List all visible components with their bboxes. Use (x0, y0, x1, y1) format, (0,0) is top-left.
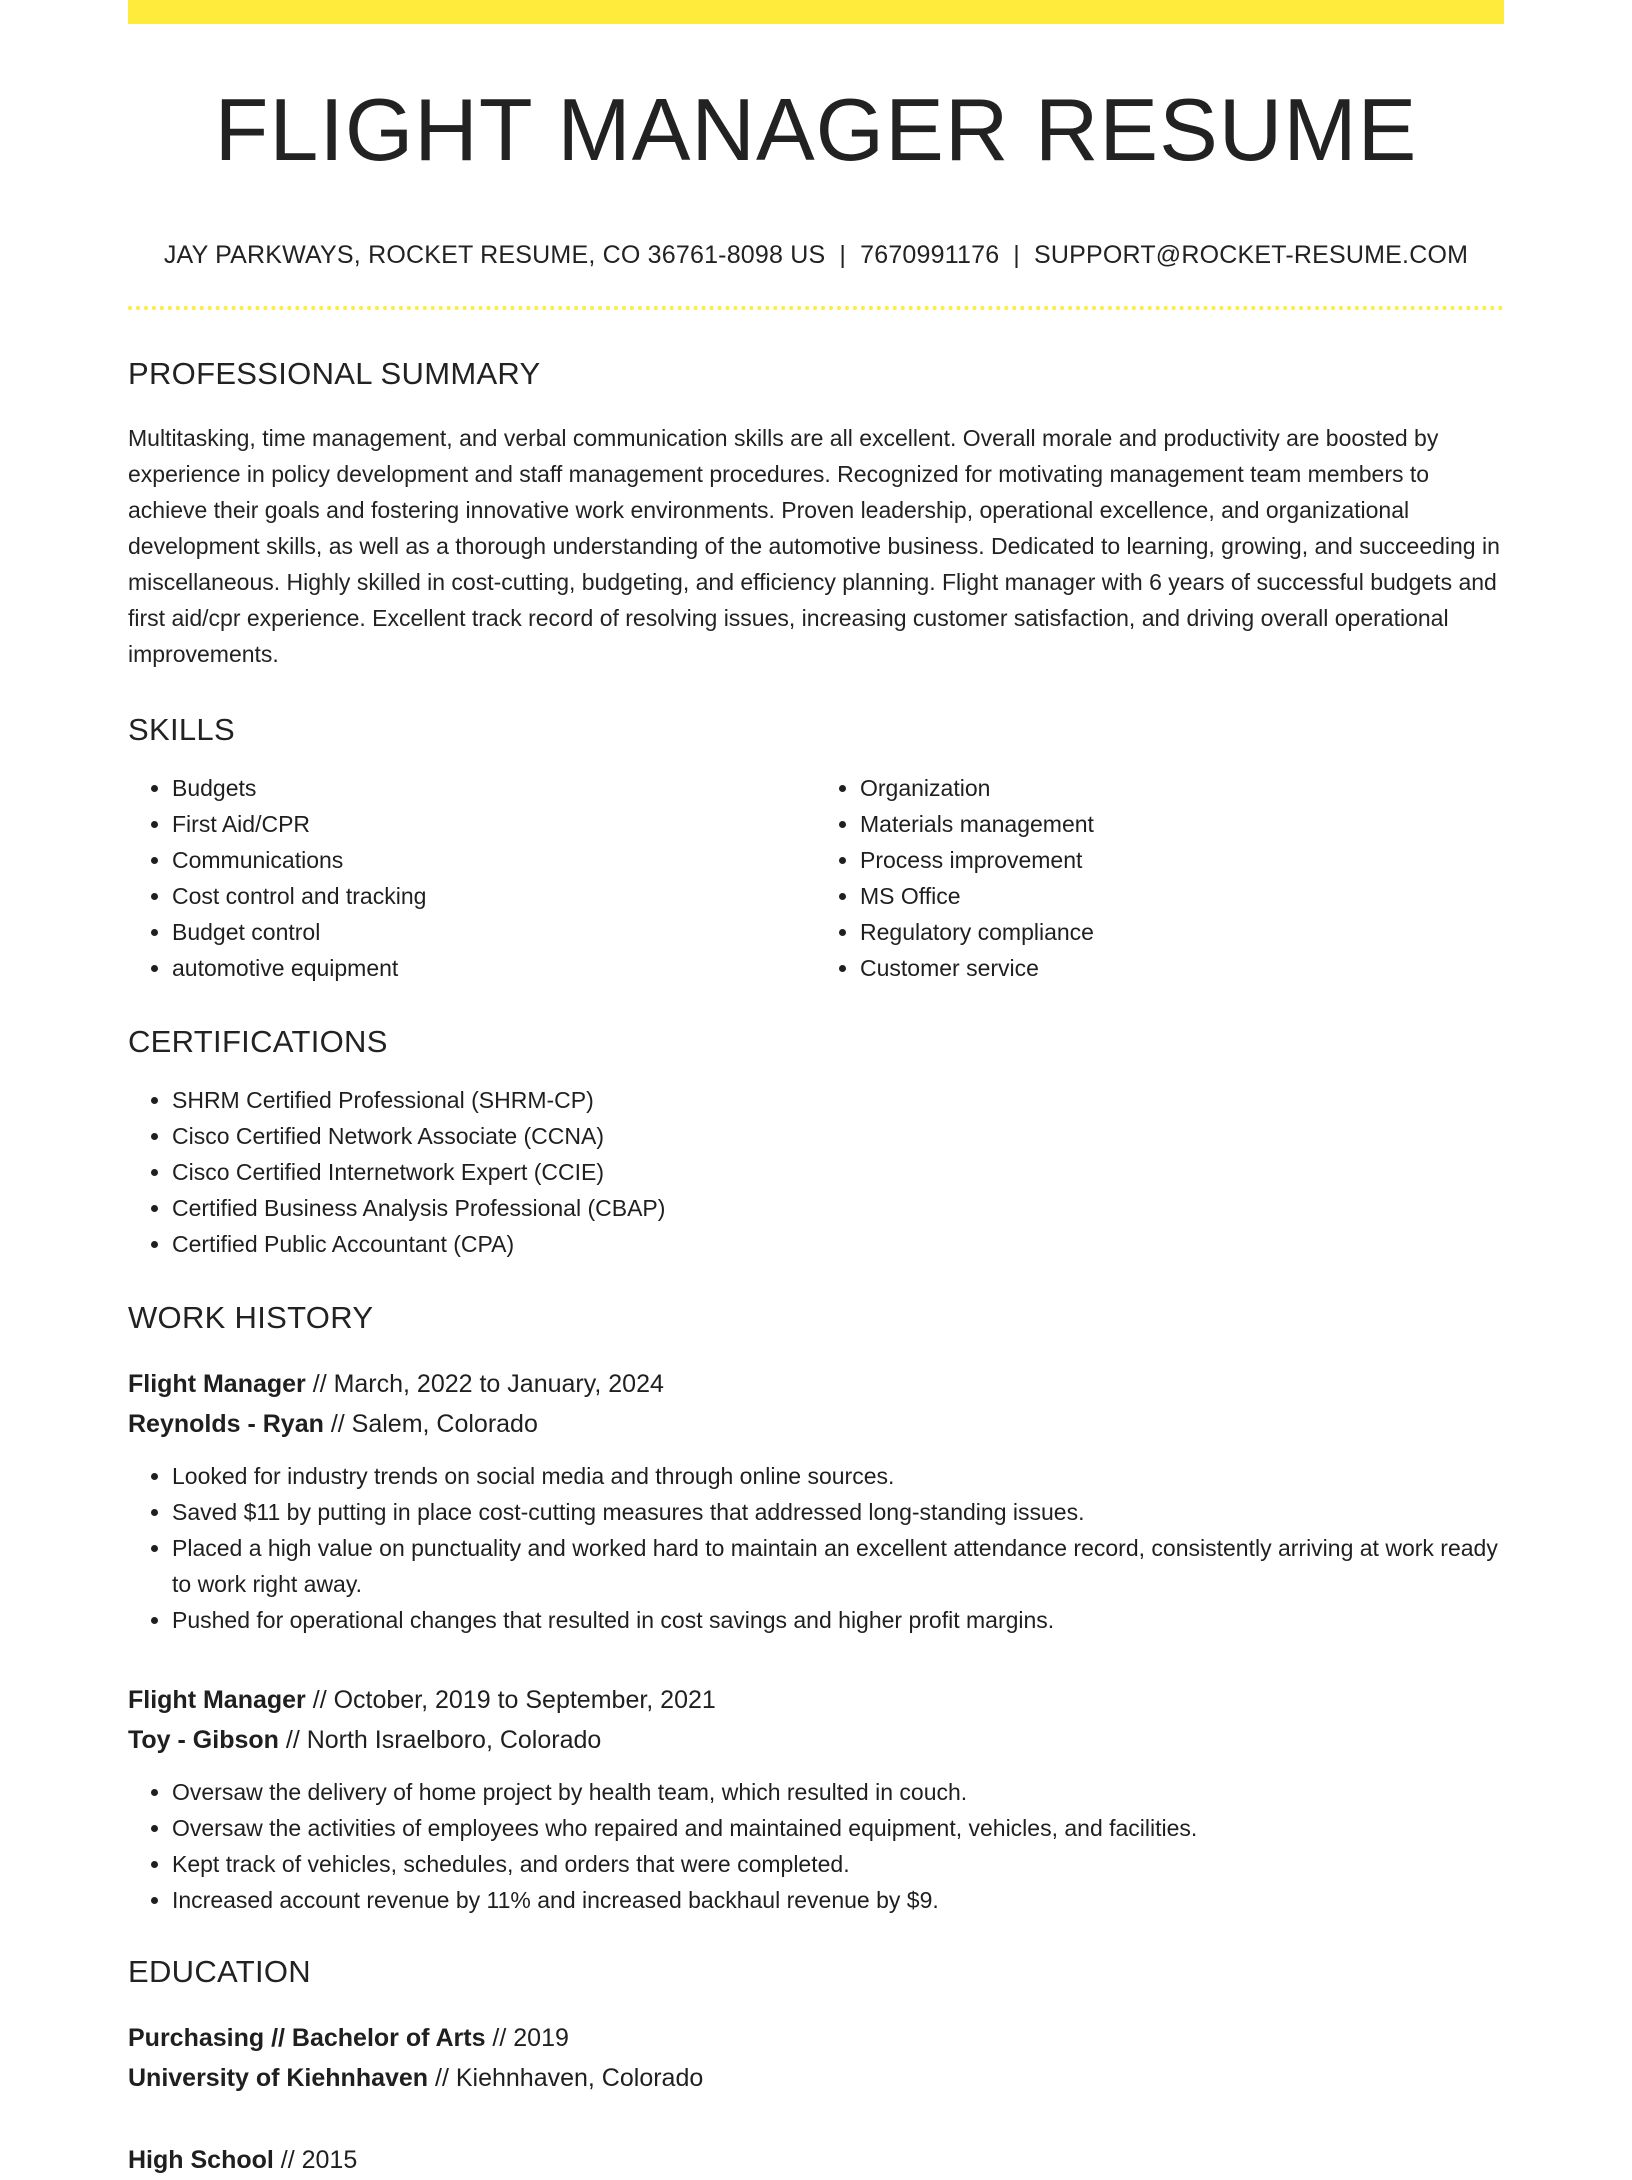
skill-item: • MS Office (860, 878, 1504, 914)
skill-item: • Cost control and tracking (172, 878, 816, 914)
job-bullet: • Kept track of vehicles, schedules, and orders that were completed. (172, 1846, 1504, 1882)
dotted-divider (128, 306, 1504, 310)
contact-separator: | (1013, 240, 1020, 269)
work-history-heading: WORK HISTORY (128, 1299, 374, 1335)
job-bullet: • Oversaw the delivery of home project by health team, which resulted in couch. (172, 1774, 1504, 1810)
summary-heading: PROFESSIONAL SUMMARY (128, 355, 541, 391)
job-entry (128, 1364, 1504, 1638)
job-bullets (128, 1774, 1504, 1918)
skill-item: • Customer service (860, 950, 1504, 986)
job-title-line (128, 1680, 1504, 1720)
skills-left-column (128, 770, 816, 986)
job-bullet: • Looked for industry trends on social media and through online sources. (172, 1458, 1504, 1494)
certification-item: • Certified Public Accountant (CPA) (172, 1226, 1504, 1262)
education-degree-line (128, 2140, 1504, 2180)
skill-item: • automotive equipment (172, 950, 816, 986)
skill-item: • First Aid/CPR (172, 806, 816, 842)
certification-item: • Cisco Certified Network Associate (CCNA) (172, 1118, 1504, 1154)
job-dates: // October, 2019 to September, 2021 (305, 1685, 716, 1714)
certification-item: • Cisco Certified Internetwork Expert (CCIE) (172, 1154, 1504, 1190)
job-bullet: • Placed a high value on punctuality and worked hard to maintain an excellent attendance record, consistently arriving at work ready to work right away. (172, 1530, 1504, 1602)
certification-item: • SHRM Certified Professional (SHRM-CP) (172, 1082, 1504, 1118)
education-school: University of Kiehnhaven (128, 2063, 429, 2092)
skills-list (128, 770, 1504, 986)
skills-right-column (816, 770, 1504, 986)
education-degree: Purchasing // Bachelor of Arts (128, 2023, 486, 2052)
job-company-line (128, 1404, 1504, 1444)
job-company: Reynolds - Ryan (128, 1409, 324, 1438)
job-location: // North Israelboro, Colorado (278, 1725, 602, 1754)
job-title-line (128, 1364, 1504, 1404)
job-bullet: • Pushed for operational changes that resulted in cost savings and higher profit margins. (172, 1602, 1504, 1638)
skill-item: • Organization (860, 770, 1504, 806)
skills-heading: SKILLS (128, 711, 235, 747)
skill-item: • Communications (172, 842, 816, 878)
job-bullets (128, 1458, 1504, 1638)
education-entry (128, 2140, 1504, 2180)
education-degree-line (128, 2018, 1504, 2058)
job-entry (128, 1680, 1504, 1918)
job-title: Flight Manager (128, 1369, 306, 1398)
skill-item: • Regulatory compliance (860, 914, 1504, 950)
education-heading: EDUCATION (128, 1953, 311, 1989)
skill-item: • Materials management (860, 806, 1504, 842)
job-company-line (128, 1720, 1504, 1760)
job-dates: // March, 2022 to January, 2024 (305, 1369, 664, 1398)
job-company: Toy - Gibson (128, 1725, 279, 1754)
skill-item: • Budgets (172, 770, 816, 806)
skill-item: • Process improvement (860, 842, 1504, 878)
job-bullet: • Saved $11 by putting in place cost-cutting measures that addressed long-standing issues. (172, 1494, 1504, 1530)
top-accent-bar (128, 0, 1504, 24)
education-entry (128, 2018, 1504, 2098)
skill-item: • Budget control (172, 914, 816, 950)
job-bullet: • Increased account revenue by 11% and increased backhaul revenue by $9. (172, 1882, 1504, 1918)
contact-address: JAY PARKWAYS, ROCKET RESUME, CO 36761-8098 US (163, 240, 826, 269)
contact-email: SUPPORT@ROCKET-RESUME.COM (1034, 240, 1469, 269)
education-degree: High School (128, 2145, 274, 2174)
contact-separator: | (839, 240, 847, 269)
job-bullet: • Oversaw the activities of employees who repaired and maintained equipment, vehicles, and facilities. (172, 1810, 1504, 1846)
job-location: // Salem, Colorado (323, 1409, 538, 1438)
contact-phone: 7670991176 (860, 240, 1000, 269)
resume-title: FLIGHT MANAGER RESUME (214, 80, 1418, 179)
education-location: // Kiehnhaven, Colorado (428, 2063, 704, 2092)
contact-line (128, 241, 1504, 270)
summary-text: Multitasking, time management, and verbal communication skills are all excellent. Overall morale and productivity are boosted by experience in policy development and staff management procedures. Recognized for motivating management team members to achieve their goals and fostering innovative work environments. Proven leadership, operational excellence, and organizational development skills, as well as a thorough understanding of the automotive business. Dedicated to learning, growing, and succeeding in miscellaneous. Highly skilled in cost-cutting, budgeting, and efficiency planning. Flight manager with 6 years of successful budgets and first aid/cpr experience. Excellent track record of resolving issues, increasing customer satisfaction, and driving overall operational improvements. (128, 424, 1500, 667)
certification-item: • Certified Business Analysis Professional (CBAP) (172, 1190, 1504, 1226)
resume-page (128, 0, 1504, 2180)
job-title: Flight Manager (128, 1685, 306, 1714)
education-school-line (128, 2058, 1504, 2098)
certifications-heading: CERTIFICATIONS (128, 1023, 388, 1059)
education-year: // 2019 (485, 2023, 569, 2052)
education-year: // 2015 (273, 2145, 358, 2174)
certifications-list (128, 1082, 1504, 1262)
